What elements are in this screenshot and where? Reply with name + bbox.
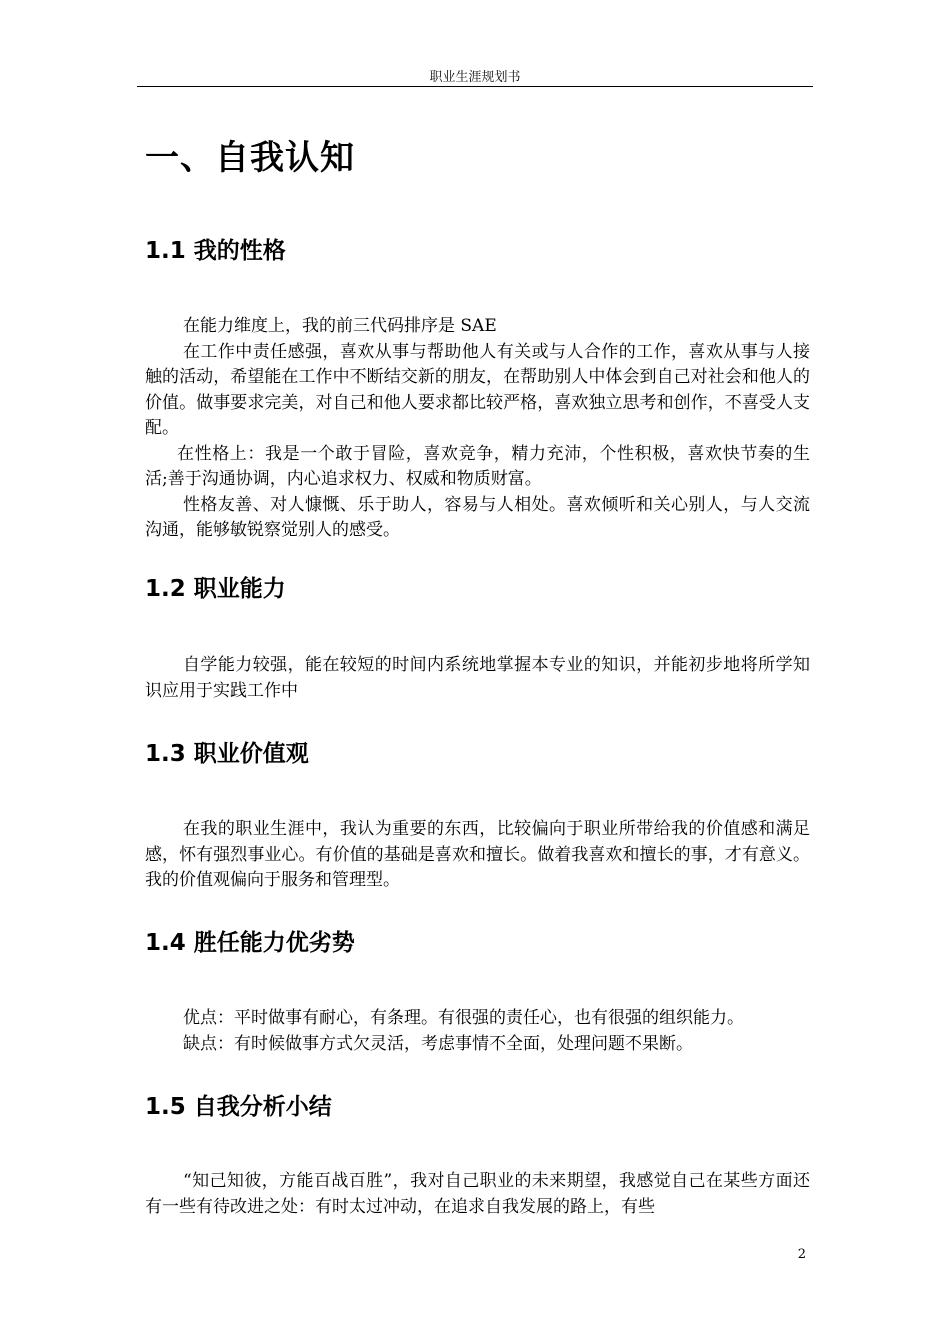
section-body-1-4 xyxy=(145,1006,810,1057)
running-header: 职业生涯规划书 xyxy=(429,70,521,85)
chapter-title: 一、自我认知 xyxy=(145,138,355,178)
paragraph: 优点：平时做事有耐心，有条理。有很强的责任心，也有很强的组织能力。 xyxy=(183,1008,744,1028)
page-number: 2 xyxy=(797,1247,806,1262)
paragraph: “知己知彼，方能百战百胜”，我对自己职业的未来期望，我感觉自己在某些方面还有一些有待改进之处：有时太过冲动，在追求自我发展的路上，有些 xyxy=(145,1171,810,1217)
section-body-1-5 xyxy=(145,1169,810,1220)
section-heading-1-4: 1.4 胜任能力优劣势 xyxy=(145,930,355,956)
header-divider xyxy=(137,86,813,87)
paragraph: 在性格上：我是一个敢于冒险，喜欢竞争，精力充沛，个性积极，喜欢快节奏的生活;善于沟通协调，内心追求权力、权威和物质财富。 xyxy=(145,443,810,489)
section-heading-1-3: 1.3 职业价值观 xyxy=(145,741,309,767)
paragraph: 在工作中责任感强，喜欢从事与帮助他人有关或与人合作的工作，喜欢从事与人接触的活动，希望能在工作中不断结交新的朋友，在帮助别人中体会到自己对社会和他人的价值。做事要求完美，对自己和他人要求都比较严格，喜欢独立思考和创作，不喜受人支配。 xyxy=(145,341,810,438)
paragraph: 在能力维度上，我的前三代码排序是 SAE xyxy=(183,316,497,336)
paragraph: 在我的职业生涯中，我认为重要的东西，比较偏向于职业所带给我的价值感和满足感，怀有强烈事业心。有价值的基础是喜欢和擅长。做着我喜欢和擅长的事，才有意义。我的价值观偏向于服务和管理型。 xyxy=(145,819,810,890)
paragraph: 缺点：有时候做事方式欠灵活，考虑事情不全面，处理问题不果断。 xyxy=(183,1033,693,1054)
paragraph: 性格友善、对人慷慨、乐于助人，容易与人相处。喜欢倾听和关心别人，与人交流沟通，能够敏锐察觉别人的感受。 xyxy=(145,494,810,540)
section-body-1-1 xyxy=(145,314,810,544)
section-body-1-3 xyxy=(145,817,810,894)
section-heading-1-2: 1.2 职业能力 xyxy=(145,576,286,602)
section-body-1-2 xyxy=(145,653,810,704)
section-heading-1-5: 1.5 自我分析小结 xyxy=(145,1094,332,1120)
paragraph: 自学能力较强，能在较短的时间内系统地掌握本专业的知识，并能初步地将所学知识应用于实践工作中 xyxy=(145,655,810,701)
section-heading-1-1: 1.1 我的性格 xyxy=(145,238,286,264)
